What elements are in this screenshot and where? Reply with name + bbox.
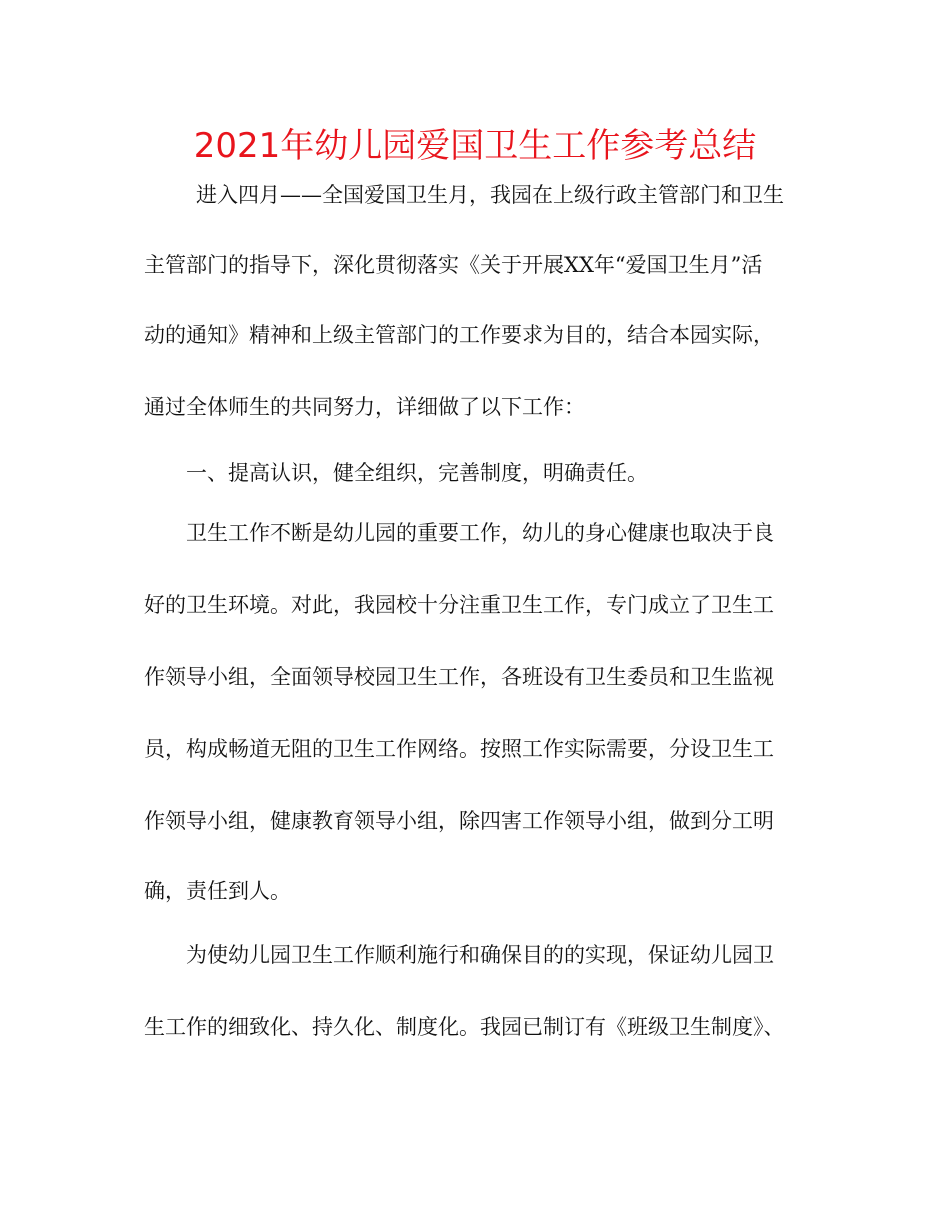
section-heading: 一、提高认识，健全组织，完善制度，明确责任。 xyxy=(186,461,648,485)
paragraph-line: 员，构成畅道无阻的卫生工作网络。按照工作实际需要，分设卫生工 xyxy=(144,737,774,761)
paragraph-line: 卫生工作不断是幼儿园的重要工作，幼儿的身心健康也取决于良 xyxy=(186,521,774,545)
paragraph-line: 好的卫生环境。对此，我园校十分注重卫生工作，专门成立了卫生工 xyxy=(144,593,774,617)
paragraph-line: 主管部门的指导下，深化贯彻落实《关于开展XX年“爱国卫生月”活 xyxy=(144,253,763,277)
paragraph-line: 确，责任到人。 xyxy=(144,879,291,903)
paragraph-line: 作领导小组，全面领导校园卫生工作，各班设有卫生委员和卫生监视 xyxy=(144,665,774,689)
document-title: 2021年幼儿园爱国卫生工作参考总结 xyxy=(193,126,757,166)
paragraph-line: 作领导小组，健康教育领导小组，除四害工作领导小组，做到分工明 xyxy=(144,809,774,833)
paragraph-line: 进入四月——全国爱国卫生月，我园在上级行政主管部门和卫生 xyxy=(196,183,784,207)
paragraph-line: 生工作的细致化、持久化、制度化。我园已制订有《班级卫生制度》、 xyxy=(144,1015,785,1039)
paragraph-line: 通过全体师生的共同努力，详细做了以下工作： xyxy=(144,395,585,419)
paragraph-line: 动的通知》精神和上级主管部门的工作要求为目的，结合本园实际， xyxy=(144,323,774,347)
paragraph-line: 为使幼儿园卫生工作顺利施行和确保目的的实现，保证幼儿园卫 xyxy=(186,943,774,967)
